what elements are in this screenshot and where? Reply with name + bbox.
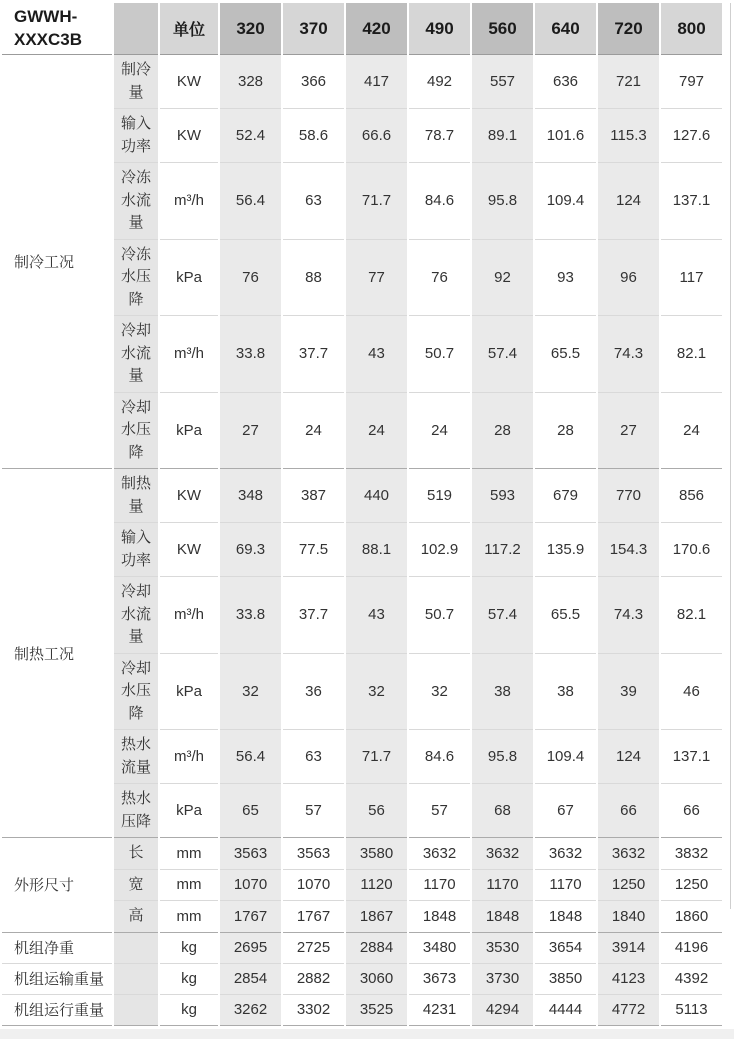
spec-value-cell: 66 [661, 784, 722, 838]
spec-table-header [2, 3, 722, 55]
spec-value-cell: 366 [283, 55, 344, 109]
spec-value-cell: 3302 [283, 995, 344, 1026]
spec-value-cell: 124 [598, 730, 659, 784]
size-column-header-370: 370 [283, 3, 344, 55]
spec-value-cell: 440 [346, 469, 407, 523]
table-row [2, 995, 722, 1026]
size-column-header-720: 720 [598, 3, 659, 55]
spec-value-cell: 24 [283, 393, 344, 470]
spec-value-cell: 28 [535, 393, 596, 470]
spec-value-cell: 4444 [535, 995, 596, 1026]
spec-value-cell: 492 [409, 55, 470, 109]
row-label-cell: 冷却水压降 [114, 393, 158, 470]
spec-value-cell: 3850 [535, 964, 596, 995]
model-name-header: GWWH-XXXC3B [2, 3, 112, 55]
spec-value-cell: 4392 [661, 964, 722, 995]
spec-value-cell: 24 [661, 393, 722, 470]
blank-cell [114, 995, 158, 1026]
table-row [2, 838, 722, 870]
spec-value-cell: 76 [220, 240, 281, 317]
spec-value-cell: 93 [535, 240, 596, 317]
spec-value-cell: 57.4 [472, 577, 533, 654]
spec-value-cell: 57 [409, 784, 470, 838]
spec-value-cell: 3914 [598, 933, 659, 964]
unit-cell: kg [160, 995, 218, 1026]
spec-value-cell: 2695 [220, 933, 281, 964]
spec-value-cell: 2882 [283, 964, 344, 995]
spec-value-cell: 4123 [598, 964, 659, 995]
size-column-header-490: 490 [409, 3, 470, 55]
spec-value-cell: 1848 [472, 901, 533, 933]
spec-value-cell: 3832 [661, 838, 722, 870]
spec-value-cell: 417 [346, 55, 407, 109]
spec-value-cell: 4772 [598, 995, 659, 1026]
spec-value-cell: 117 [661, 240, 722, 317]
spec-value-cell: 84.6 [409, 163, 470, 240]
spec-value-cell: 57.4 [472, 316, 533, 393]
row-label-cell: 冷却水流量 [114, 577, 158, 654]
spec-value-cell: 46 [661, 654, 722, 731]
spec-value-cell: 1070 [283, 870, 344, 902]
spec-value-cell: 27 [220, 393, 281, 470]
row-label-cell: 制冷量 [114, 55, 158, 109]
spec-value-cell: 348 [220, 469, 281, 523]
unit-cell: mm [160, 870, 218, 902]
unit-column-header: 单位 [160, 3, 218, 55]
spec-value-cell: 28 [472, 393, 533, 470]
spec-value-cell: 32 [346, 654, 407, 731]
spec-value-cell: 39 [598, 654, 659, 731]
unit-cell: m³/h [160, 577, 218, 654]
row-label-cell: 高 [114, 901, 158, 933]
row-label-cell: 制热量 [114, 469, 158, 523]
size-column-header-640: 640 [535, 3, 596, 55]
spec-value-cell: 679 [535, 469, 596, 523]
unit-cell: kg [160, 964, 218, 995]
group-label-cell: 制热工况 [2, 469, 112, 838]
unit-cell: m³/h [160, 163, 218, 240]
spec-value-cell: 1767 [283, 901, 344, 933]
spec-value-cell: 63 [283, 163, 344, 240]
spec-value-cell: 3632 [535, 838, 596, 870]
spec-value-cell: 1767 [220, 901, 281, 933]
spec-value-cell: 77 [346, 240, 407, 317]
table-row [2, 933, 722, 964]
spec-value-cell: 109.4 [535, 730, 596, 784]
table-row [2, 469, 722, 523]
spec-value-cell: 57 [283, 784, 344, 838]
group-label-cell: 制冷工况 [2, 55, 112, 469]
spec-value-cell: 65 [220, 784, 281, 838]
spec-value-cell: 1120 [346, 870, 407, 902]
spec-value-cell: 636 [535, 55, 596, 109]
size-column-header-420: 420 [346, 3, 407, 55]
spec-value-cell: 95.8 [472, 730, 533, 784]
spec-value-cell: 2884 [346, 933, 407, 964]
spec-value-cell: 1170 [535, 870, 596, 902]
spec-value-cell: 50.7 [409, 577, 470, 654]
row-label-cell: 热水流量 [114, 730, 158, 784]
spec-value-cell: 4294 [472, 995, 533, 1026]
spec-value-cell: 3632 [409, 838, 470, 870]
spec-value-cell: 1840 [598, 901, 659, 933]
footer-label-cell: 机组净重 [2, 933, 112, 964]
row-label-cell: 冷冻水流量 [114, 163, 158, 240]
spec-value-cell: 117.2 [472, 523, 533, 577]
spec-value-cell: 56.4 [220, 163, 281, 240]
spec-value-cell: 96 [598, 240, 659, 317]
spec-value-cell: 76 [409, 240, 470, 317]
row-label-cell: 宽 [114, 870, 158, 902]
spec-value-cell: 43 [346, 316, 407, 393]
row-label-cell: 冷却水压降 [114, 654, 158, 731]
spec-value-cell: 52.4 [220, 109, 281, 163]
spec-value-cell: 593 [472, 469, 533, 523]
spec-value-cell: 557 [472, 55, 533, 109]
unit-cell: KW [160, 55, 218, 109]
unit-cell: kPa [160, 654, 218, 731]
unit-cell: kPa [160, 784, 218, 838]
spec-value-cell: 24 [346, 393, 407, 470]
spec-value-cell: 137.1 [661, 163, 722, 240]
footer-label-cell: 机组运行重量 [2, 995, 112, 1026]
spec-value-cell: 56.4 [220, 730, 281, 784]
spec-value-cell: 1848 [409, 901, 470, 933]
spec-table-body [2, 55, 722, 1026]
unit-cell: KW [160, 109, 218, 163]
spec-value-cell: 24 [409, 393, 470, 470]
unit-cell: kg [160, 933, 218, 964]
spec-value-cell: 3654 [535, 933, 596, 964]
spec-value-cell: 33.8 [220, 316, 281, 393]
unit-cell: m³/h [160, 316, 218, 393]
spec-value-cell: 71.7 [346, 163, 407, 240]
spec-value-cell: 82.1 [661, 316, 722, 393]
spec-value-cell: 1250 [598, 870, 659, 902]
spec-value-cell: 4196 [661, 933, 722, 964]
header-row [2, 3, 722, 55]
row-label-cell: 冷冻水压降 [114, 240, 158, 317]
spec-value-cell: 38 [535, 654, 596, 731]
spec-value-cell: 43 [346, 577, 407, 654]
spec-value-cell: 56 [346, 784, 407, 838]
spec-value-cell: 50.7 [409, 316, 470, 393]
page-right-border [730, 3, 731, 909]
spec-value-cell: 4231 [409, 995, 470, 1026]
spec-value-cell: 3480 [409, 933, 470, 964]
table-row [2, 964, 722, 995]
spec-value-cell: 1170 [472, 870, 533, 902]
spec-value-cell: 1867 [346, 901, 407, 933]
spec-value-cell: 1860 [661, 901, 722, 933]
spec-value-cell: 89.1 [472, 109, 533, 163]
spec-table [0, 3, 724, 1026]
spec-value-cell: 92 [472, 240, 533, 317]
spec-value-cell: 856 [661, 469, 722, 523]
unit-cell: mm [160, 838, 218, 870]
spec-value-cell: 3563 [283, 838, 344, 870]
spec-value-cell: 102.9 [409, 523, 470, 577]
row-label-cell: 冷却水流量 [114, 316, 158, 393]
spec-value-cell: 154.3 [598, 523, 659, 577]
spec-value-cell: 63 [283, 730, 344, 784]
spec-value-cell: 5113 [661, 995, 722, 1026]
spec-value-cell: 65.5 [535, 316, 596, 393]
unit-cell: mm [160, 901, 218, 933]
spec-value-cell: 135.9 [535, 523, 596, 577]
spec-value-cell: 519 [409, 469, 470, 523]
spec-value-cell: 170.6 [661, 523, 722, 577]
size-column-header-320: 320 [220, 3, 281, 55]
spec-value-cell: 38 [472, 654, 533, 731]
size-column-header-560: 560 [472, 3, 533, 55]
spec-value-cell: 101.6 [535, 109, 596, 163]
spec-value-cell: 3632 [472, 838, 533, 870]
group-label-cell: 外形尺寸 [2, 838, 112, 933]
table-row [2, 55, 722, 109]
spec-value-cell: 3530 [472, 933, 533, 964]
spec-value-cell: 109.4 [535, 163, 596, 240]
spec-value-cell: 66.6 [346, 109, 407, 163]
spec-value-cell: 3673 [409, 964, 470, 995]
spec-value-cell: 88 [283, 240, 344, 317]
unit-cell: KW [160, 523, 218, 577]
spec-value-cell: 124 [598, 163, 659, 240]
row-label-cell: 输入功率 [114, 109, 158, 163]
spec-value-cell: 3262 [220, 995, 281, 1026]
unit-cell: m³/h [160, 730, 218, 784]
unit-cell: kPa [160, 393, 218, 470]
spec-value-cell: 74.3 [598, 577, 659, 654]
spec-value-cell: 32 [409, 654, 470, 731]
spec-value-cell: 68 [472, 784, 533, 838]
spec-value-cell: 1070 [220, 870, 281, 902]
spec-value-cell: 1170 [409, 870, 470, 902]
spec-value-cell: 84.6 [409, 730, 470, 784]
spec-sheet-page [0, 3, 734, 1019]
blank-header-cell [114, 3, 158, 55]
unit-cell: kPa [160, 240, 218, 317]
spec-value-cell: 36 [283, 654, 344, 731]
spec-value-cell: 3060 [346, 964, 407, 995]
row-label-cell: 输入功率 [114, 523, 158, 577]
spec-value-cell: 95.8 [472, 163, 533, 240]
spec-value-cell: 37.7 [283, 316, 344, 393]
spec-value-cell: 33.8 [220, 577, 281, 654]
spec-value-cell: 82.1 [661, 577, 722, 654]
size-column-header-800: 800 [661, 3, 722, 55]
spec-value-cell: 58.6 [283, 109, 344, 163]
row-label-cell: 热水压降 [114, 784, 158, 838]
spec-value-cell: 88.1 [346, 523, 407, 577]
blank-cell [114, 933, 158, 964]
spec-value-cell: 3632 [598, 838, 659, 870]
spec-value-cell: 27 [598, 393, 659, 470]
spec-value-cell: 74.3 [598, 316, 659, 393]
spec-value-cell: 137.1 [661, 730, 722, 784]
spec-value-cell: 3580 [346, 838, 407, 870]
unit-cell: KW [160, 469, 218, 523]
spec-value-cell: 3730 [472, 964, 533, 995]
blank-cell [114, 964, 158, 995]
spec-value-cell: 2725 [283, 933, 344, 964]
spec-value-cell: 770 [598, 469, 659, 523]
spec-value-cell: 797 [661, 55, 722, 109]
spec-value-cell: 32 [220, 654, 281, 731]
row-label-cell: 长 [114, 838, 158, 870]
spec-value-cell: 387 [283, 469, 344, 523]
spec-value-cell: 3563 [220, 838, 281, 870]
spec-value-cell: 115.3 [598, 109, 659, 163]
spec-value-cell: 69.3 [220, 523, 281, 577]
spec-value-cell: 67 [535, 784, 596, 838]
spec-value-cell: 1848 [535, 901, 596, 933]
spec-value-cell: 721 [598, 55, 659, 109]
spec-value-cell: 65.5 [535, 577, 596, 654]
bottom-scroll-strip [0, 1029, 734, 1039]
spec-value-cell: 127.6 [661, 109, 722, 163]
spec-value-cell: 37.7 [283, 577, 344, 654]
spec-value-cell: 328 [220, 55, 281, 109]
spec-value-cell: 77.5 [283, 523, 344, 577]
spec-value-cell: 66 [598, 784, 659, 838]
spec-value-cell: 1250 [661, 870, 722, 902]
spec-value-cell: 2854 [220, 964, 281, 995]
spec-value-cell: 3525 [346, 995, 407, 1026]
spec-value-cell: 71.7 [346, 730, 407, 784]
footer-label-cell: 机组运输重量 [2, 964, 112, 995]
spec-value-cell: 78.7 [409, 109, 470, 163]
